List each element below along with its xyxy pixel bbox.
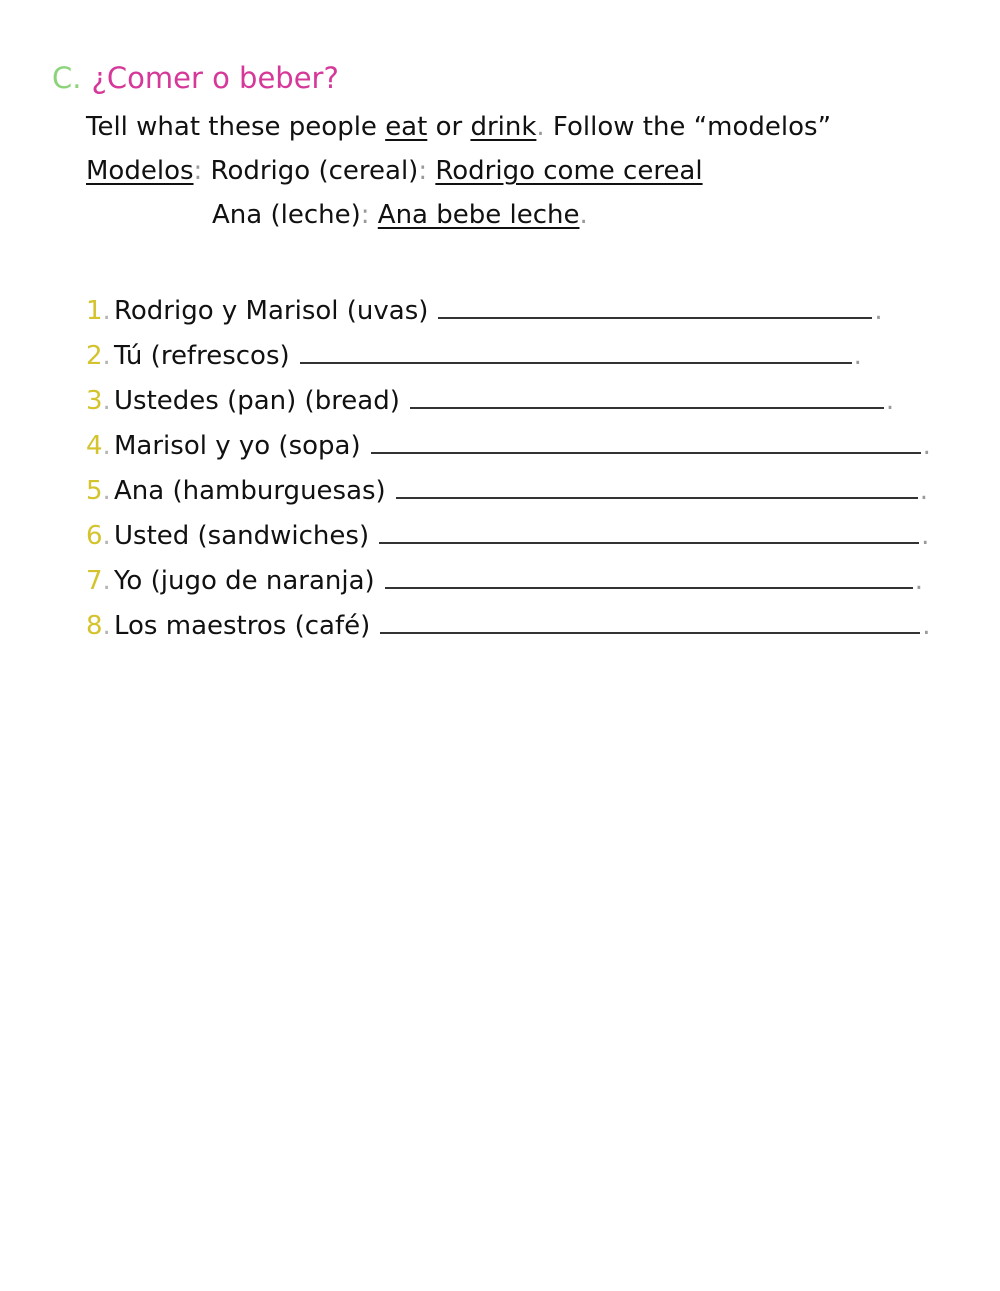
- model-row-2: [212, 196, 588, 234]
- exercise-1: [86, 292, 883, 330]
- end-dot: .: [919, 476, 928, 506]
- exercise-number: 4.: [86, 431, 111, 461]
- exercise-number: 6.: [86, 521, 111, 551]
- model-1-colon: :: [418, 156, 428, 186]
- end-dot: .: [921, 521, 930, 551]
- exercise-4: [86, 427, 931, 465]
- answer-blank[interactable]: [438, 297, 872, 319]
- word-drink: drink: [470, 112, 537, 142]
- exercise-prompt: Usted (sandwiches): [114, 521, 370, 551]
- answer-blank[interactable]: [410, 387, 884, 409]
- model-1-answer: Rodrigo come cereal: [435, 156, 703, 186]
- instructions-text-2: Follow the “modelos”: [544, 112, 832, 142]
- exercise-number: 2.: [86, 341, 111, 371]
- exercise-3: [86, 382, 894, 420]
- model-row-1: [86, 152, 703, 190]
- word-or: or: [427, 112, 471, 142]
- answer-blank[interactable]: [300, 342, 852, 364]
- exercise-prompt: Ana (hamburguesas): [114, 476, 386, 506]
- exercise-7: [86, 562, 923, 600]
- exercise-number: 8.: [86, 611, 111, 641]
- model-2-colon: :: [360, 200, 370, 230]
- exercise-number: 5.: [86, 476, 111, 506]
- exercise-prompt: Rodrigo y Marisol (uvas): [114, 296, 429, 326]
- end-dot: .: [874, 296, 883, 326]
- end-dot: .: [885, 386, 895, 416]
- instructions-text-1: Tell what these people: [86, 112, 386, 142]
- exercise-number: 7.: [86, 566, 111, 596]
- models-label: Modelos: [86, 156, 194, 186]
- exercise-number: 3.: [86, 386, 111, 416]
- model-2-answer: Ana bebe leche: [377, 200, 580, 230]
- section-title: ¿Comer o beber?: [91, 61, 339, 95]
- instructions-period: .: [536, 112, 545, 142]
- exercise-prompt: Ustedes (pan) (bread): [114, 386, 400, 416]
- exercise-prompt: Los maestros (café): [114, 611, 371, 641]
- model-2-prompt: Ana (leche): [212, 200, 361, 230]
- answer-blank[interactable]: [371, 432, 921, 454]
- exercise-6: [86, 517, 929, 555]
- answer-blank[interactable]: [385, 567, 913, 589]
- model-2-period: .: [579, 200, 588, 230]
- exercise-prompt: Tú (refrescos): [114, 341, 290, 371]
- model-1-prompt: Rodrigo (cereal): [202, 156, 419, 186]
- word-eat: eat: [385, 112, 428, 142]
- end-dot: .: [914, 566, 923, 596]
- end-dot: .: [922, 611, 931, 641]
- instructions: [86, 108, 831, 146]
- end-dot: .: [853, 341, 862, 371]
- exercise-prompt: Yo (jugo de naranja): [114, 566, 375, 596]
- exercise-8: [86, 607, 931, 645]
- exercise-prompt: Marisol y yo (sopa): [114, 431, 361, 461]
- section-letter: C.: [52, 61, 82, 95]
- models-colon: :: [193, 156, 203, 186]
- exercise-number: 1.: [86, 296, 111, 326]
- exercise-5: [86, 472, 928, 510]
- section-heading: [52, 58, 339, 98]
- end-dot: .: [922, 431, 931, 461]
- answer-blank[interactable]: [379, 522, 919, 544]
- answer-blank[interactable]: [380, 612, 920, 634]
- answer-blank[interactable]: [396, 477, 918, 499]
- exercise-2: [86, 337, 862, 375]
